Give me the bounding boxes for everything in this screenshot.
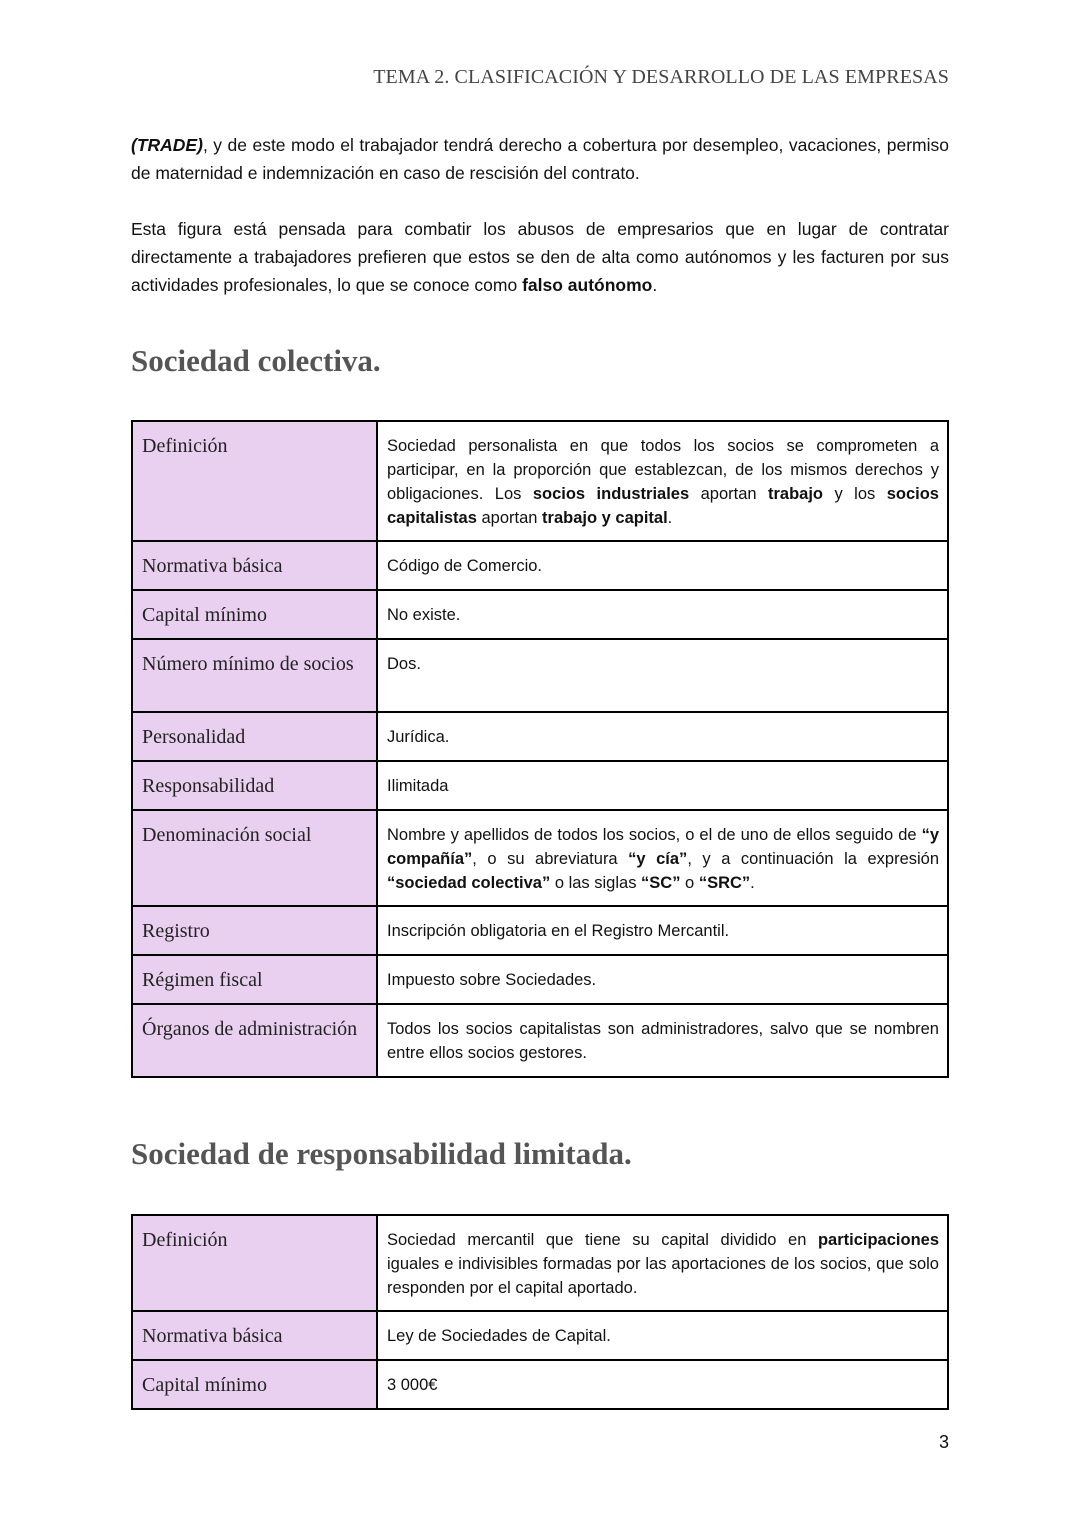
definicion-bold: socios capitalistas xyxy=(387,485,939,527)
denominacion-text: , y a continuación la expresión xyxy=(687,850,940,868)
denominacion-text: Nombre y apellidos de todos los socios, o el de uno de ellos seguido de xyxy=(387,826,922,844)
table-row xyxy=(132,906,948,955)
table-row xyxy=(132,1311,948,1360)
row-value: Dos. xyxy=(377,639,948,712)
row-label: Definición xyxy=(132,1215,377,1311)
page-content xyxy=(131,131,949,1410)
definicion-bold: socios industriales xyxy=(532,485,690,503)
table-row xyxy=(132,1004,948,1077)
denominacion-bold: “SRC” xyxy=(698,874,751,892)
row-value xyxy=(377,1215,948,1311)
trade-acronym: (TRADE) xyxy=(131,135,203,155)
row-label: Responsabilidad xyxy=(132,761,377,810)
definicion-text: aportan xyxy=(689,485,768,503)
row-label: Capital mínimo xyxy=(132,1360,377,1409)
denominacion-text: o xyxy=(680,874,699,892)
sociedad-limitada-table xyxy=(131,1214,949,1410)
denominacion-text: , o su abreviatura xyxy=(472,850,629,868)
row-label: Normativa básica xyxy=(132,541,377,590)
table-row xyxy=(132,590,948,639)
definicion-text: Sociedad mercantil que tiene su capital dividido en xyxy=(387,1231,818,1249)
row-value: Todos los socios capitalistas son administradores, salvo que se nombren entre ellos socios gestores. xyxy=(377,1004,948,1077)
table-row xyxy=(132,639,948,712)
denominacion-text: o las siglas xyxy=(550,874,642,892)
row-value: Inscripción obligatoria en el Registro Mercantil. xyxy=(377,906,948,955)
definicion-text: Sociedad personalista en que todos los socios se comprometen a participar, en la proporción que establezcan, de los mismos derechos y obligaciones. Los xyxy=(387,437,939,503)
row-value: Ilimitada xyxy=(377,761,948,810)
definicion-text: aportan xyxy=(476,509,543,527)
row-value xyxy=(377,421,948,541)
definicion-bold: trabajo y capital xyxy=(542,509,668,527)
row-value: Jurídica. xyxy=(377,712,948,761)
section-title-sociedad-colectiva: Sociedad colectiva. xyxy=(131,343,381,378)
sociedad-colectiva-table xyxy=(131,420,949,1078)
denominacion-bold: “y cía” xyxy=(628,850,688,868)
page-header: TEMA 2. CLASIFICACIÓN Y DESARROLLO DE LAS EMPRESAS xyxy=(373,66,949,88)
row-label: Órganos de administración xyxy=(132,1004,377,1077)
table-row xyxy=(132,810,948,906)
table-row xyxy=(132,761,948,810)
definicion-bold: participaciones xyxy=(817,1231,939,1249)
row-value: Código de Comercio. xyxy=(377,541,948,590)
page-number: 3 xyxy=(938,1432,949,1452)
denominacion-bold: “SC” xyxy=(641,874,681,892)
row-label: Registro xyxy=(132,906,377,955)
definicion-text: iguales e indivisibles formadas por las aportaciones de los socios, que solo responden por el capital aportado. xyxy=(387,1255,939,1297)
intro-paragraph-trade xyxy=(131,131,949,187)
definicion-text: . xyxy=(667,509,673,527)
row-label: Normativa básica xyxy=(132,1311,377,1360)
denominacion-text: . xyxy=(750,874,755,892)
row-label: Denominación social xyxy=(132,810,377,906)
row-value: 3 000€ xyxy=(377,1360,948,1409)
row-label: Número mínimo de socios xyxy=(132,639,377,712)
definicion-text: y los xyxy=(823,485,887,503)
row-value xyxy=(377,810,948,906)
denominacion-bold: “y compañía” xyxy=(387,826,939,868)
row-label: Capital mínimo xyxy=(132,590,377,639)
denominacion-bold: “sociedad colectiva” xyxy=(387,874,551,892)
section-title-sociedad-responsabilidad-limitada: Sociedad de responsabilidad limitada. xyxy=(131,1136,632,1171)
row-label: Régimen fiscal xyxy=(132,955,377,1004)
row-value: Impuesto sobre Sociedades. xyxy=(377,955,948,1004)
definicion-bold: trabajo xyxy=(768,485,824,503)
row-label: Definición xyxy=(132,421,377,541)
table-row xyxy=(132,712,948,761)
table-row xyxy=(132,541,948,590)
table-row xyxy=(132,1360,948,1409)
row-label: Personalidad xyxy=(132,712,377,761)
table-row xyxy=(132,1215,948,1311)
falso-autonomo-end: . xyxy=(652,275,658,295)
row-value: No existe. xyxy=(377,590,948,639)
trade-text: , y de este modo el trabajador tendrá derecho a cobertura por desempleo, vacaciones, permiso de maternidad e indemnización en caso de rescisión del contrato. xyxy=(131,135,949,183)
intro-paragraph-falso-autonomo xyxy=(131,215,949,299)
falso-autonomo-term: falso autónomo xyxy=(522,275,653,295)
falso-autonomo-text: Esta figura está pensada para combatir los abusos de empresarios que en lugar de contratar directamente a trabajadores prefieren que estos se den de alta como autónomos y les facturen por sus actividades profesionales, lo que se conoce como xyxy=(131,219,949,295)
row-value: Ley de Sociedades de Capital. xyxy=(377,1311,948,1360)
table-row xyxy=(132,421,948,541)
table-row xyxy=(132,955,948,1004)
